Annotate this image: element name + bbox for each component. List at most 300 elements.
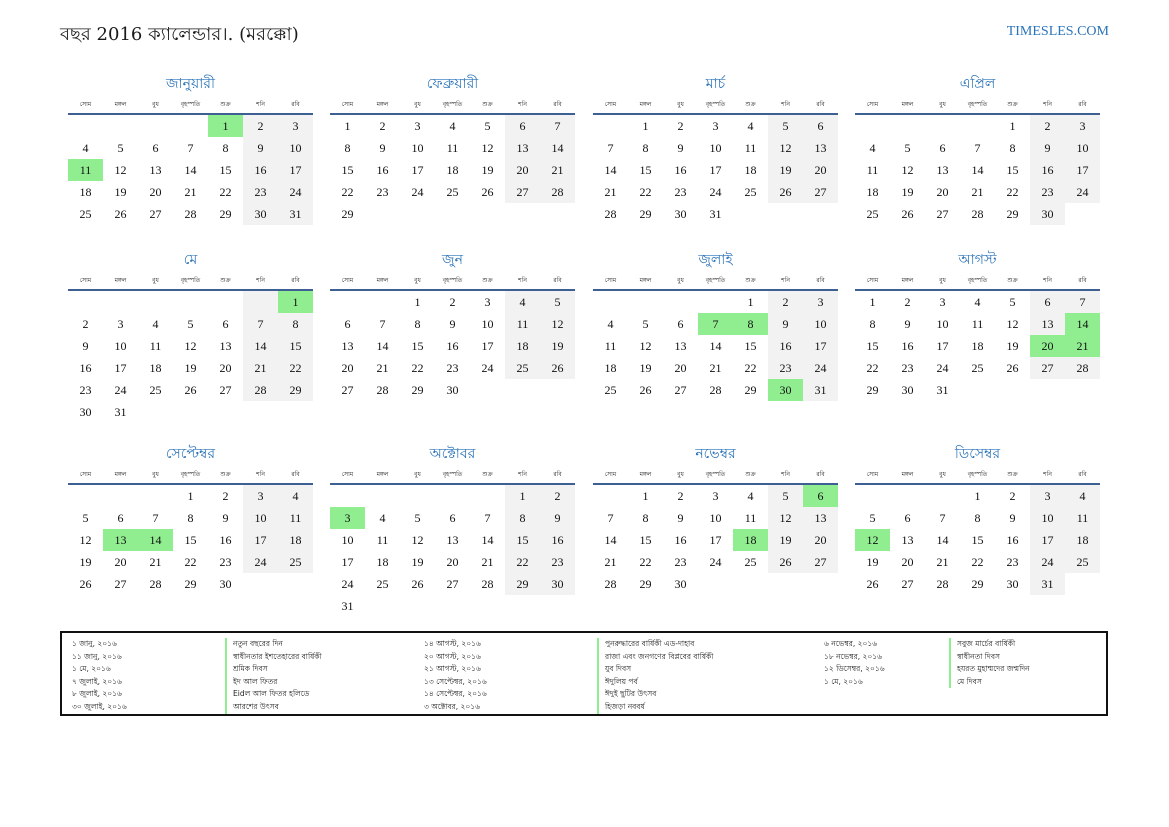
day-cell: 12 <box>639 339 652 353</box>
day-cell: 22 <box>278 357 313 379</box>
day-cell: 8 <box>642 141 649 155</box>
day-cell: 29 <box>639 577 652 591</box>
day-cell: 18 <box>733 529 768 551</box>
weekday-label: বুধ <box>677 101 684 108</box>
week-row <box>68 529 313 551</box>
empty-cell <box>733 573 768 595</box>
day-cell: 26 <box>114 207 127 221</box>
day-cell: 11 <box>744 141 757 155</box>
day-cell: 30 <box>243 203 278 225</box>
weekday-label: বুধ <box>677 471 684 478</box>
weekday-header <box>68 274 313 288</box>
day-cell: 27 <box>1030 357 1065 379</box>
day-cell: 16 <box>376 163 389 177</box>
empty-cell <box>663 291 698 313</box>
day-cell: 24 <box>114 383 127 397</box>
weekday-label: সোম <box>866 277 879 284</box>
day-cell: 6 <box>344 317 351 331</box>
day-cell: 10 <box>1065 137 1100 159</box>
day-cell: 14 <box>604 163 617 177</box>
day-cell: 12 <box>114 163 127 177</box>
week-row <box>593 357 838 379</box>
weekday-header <box>855 468 1100 482</box>
week-row <box>855 551 1100 573</box>
day-cell: 5 <box>484 119 491 133</box>
day-cell: 9 <box>243 137 278 159</box>
week-row <box>330 335 575 357</box>
day-cell: 17 <box>936 339 949 353</box>
day-cell: 10 <box>278 137 313 159</box>
day-cell: 25 <box>278 551 313 573</box>
day-cell: 4 <box>278 485 313 507</box>
weekday-header <box>68 98 313 112</box>
day-cell: 4 <box>607 317 614 331</box>
day-cell: 4 <box>1065 485 1100 507</box>
day-cell: 15 <box>866 339 879 353</box>
day-cell: 13 <box>901 533 914 547</box>
legend-holiday-name: সবুজ মার্চের বার্ষিকী <box>949 638 1030 651</box>
day-cell: 20 <box>803 529 838 551</box>
day-cell: 31 <box>803 379 838 401</box>
day-cell: 19 <box>866 555 879 569</box>
legend-date: ৬ নভেম্বর, ২০১৬ <box>824 639 878 648</box>
weekday-label: শুক্র <box>220 471 231 478</box>
day-cell: 9 <box>904 317 911 331</box>
day-cell: 8 <box>642 511 649 525</box>
weekday-label: রবি <box>1078 101 1087 108</box>
day-cell: 14 <box>138 529 173 551</box>
day-cell: 12 <box>79 533 92 547</box>
empty-cell <box>855 485 890 507</box>
day-cell: 13 <box>936 163 949 177</box>
day-cell: 18 <box>971 339 984 353</box>
empty-cell <box>365 203 400 225</box>
empty-cell <box>208 401 243 423</box>
day-cell: 14 <box>604 533 617 547</box>
day-cell: 22 <box>866 361 879 375</box>
day-cell: 15 <box>1006 163 1019 177</box>
day-cell: 25 <box>604 383 617 397</box>
day-cell: 21 <box>243 357 278 379</box>
empty-cell <box>505 379 540 401</box>
day-cell: 22 <box>341 185 354 199</box>
day-cell: 12 <box>855 529 890 551</box>
empty-cell <box>138 401 173 423</box>
day-cell: 1 <box>1009 119 1016 133</box>
day-cell: 11 <box>446 141 459 155</box>
weekday-label: বুধ <box>677 277 684 284</box>
day-cell: 22 <box>744 361 757 375</box>
day-cell: 10 <box>1030 507 1065 529</box>
day-cell: 25 <box>376 577 389 591</box>
day-cell: 6 <box>449 511 456 525</box>
day-cell: 18 <box>446 163 459 177</box>
week-row <box>330 181 575 203</box>
day-cell: 19 <box>481 163 494 177</box>
weekday-header <box>855 274 1100 288</box>
week-row <box>593 573 838 595</box>
month-block <box>593 250 838 401</box>
day-cell: 19 <box>768 159 803 181</box>
empty-cell <box>960 379 995 401</box>
day-cell: 3 <box>803 291 838 313</box>
day-cell: 13 <box>505 137 540 159</box>
day-cell: 2 <box>768 291 803 313</box>
day-cell: 24 <box>341 577 354 591</box>
day-cell: 9 <box>82 339 89 353</box>
day-cell: 3 <box>278 115 313 137</box>
day-cell: 29 <box>184 577 197 591</box>
day-cell: 8 <box>278 313 313 335</box>
day-cell: 11 <box>68 159 103 181</box>
week-row <box>330 529 575 551</box>
month-name: আগস্ট <box>958 252 997 268</box>
day-cell: 22 <box>411 361 424 375</box>
day-cell: 20 <box>803 159 838 181</box>
day-cell: 11 <box>744 511 757 525</box>
day-cell: 22 <box>1006 185 1019 199</box>
day-cell: 13 <box>219 339 232 353</box>
weekday-label: বৃহস্পতি <box>967 277 988 284</box>
day-cell: 13 <box>803 137 838 159</box>
legend-date: ১৩ সেপ্টেম্বর, ২০১৬ <box>424 676 487 686</box>
day-cell: 10 <box>481 317 494 331</box>
day-cell: 5 <box>642 317 649 331</box>
legend-holiday-name: পুনরুদ্ধারের বার্ষিকী এড-দাহাব <box>597 638 713 651</box>
weekday-label: শনি <box>518 277 527 284</box>
day-cell: 18 <box>376 555 389 569</box>
weekday-label: শুক্র <box>482 101 493 108</box>
day-cell: 2 <box>449 295 456 309</box>
empty-cell <box>173 115 208 137</box>
legend-date: ১৮ নভেম্বর, ২০১৬ <box>824 651 883 661</box>
empty-cell <box>278 573 313 595</box>
day-cell: 27 <box>936 207 949 221</box>
day-cell: 10 <box>243 507 278 529</box>
legend-holiday-name: আরশের উৎসব <box>225 701 322 714</box>
weekday-label: সোম <box>79 101 92 108</box>
day-cell: 14 <box>971 163 984 177</box>
day-cell: 6 <box>803 485 838 507</box>
day-cell: 23 <box>540 551 575 573</box>
day-cell: 25 <box>971 361 984 375</box>
weekday-label: বৃহস্পতি <box>442 277 463 284</box>
empty-cell <box>138 485 173 507</box>
weekday-label: শনি <box>518 471 527 478</box>
week-row <box>593 529 838 551</box>
day-cell: 26 <box>540 357 575 379</box>
weekday-label: রবি <box>291 471 300 478</box>
day-cell: 13 <box>803 507 838 529</box>
day-cell: 1 <box>278 291 313 313</box>
day-cell: 9 <box>379 141 386 155</box>
day-cell: 27 <box>505 181 540 203</box>
weekday-label: বৃহস্পতি <box>967 471 988 478</box>
day-cell: 2 <box>677 489 684 503</box>
week-row <box>68 335 313 357</box>
legend-holiday-name: ইদ আল ফিতর <box>225 676 322 689</box>
weekday-label: রবি <box>553 277 562 284</box>
legend-date: ২০ আগস্ট, ২০১৬ <box>424 651 481 661</box>
week-row <box>855 379 1100 401</box>
day-cell: 4 <box>505 291 540 313</box>
empty-cell <box>330 291 365 313</box>
week-row <box>330 291 575 313</box>
empty-cell <box>103 291 138 313</box>
day-cell: 9 <box>677 141 684 155</box>
month-name: মে <box>183 252 198 268</box>
day-cell: 18 <box>604 361 617 375</box>
day-cell: 29 <box>639 207 652 221</box>
week-row <box>855 203 1100 225</box>
day-cell: 22 <box>639 555 652 569</box>
weekday-label: শনি <box>781 471 790 478</box>
day-cell: 15 <box>184 533 197 547</box>
day-cell: 17 <box>709 533 722 547</box>
day-cell: 19 <box>540 335 575 357</box>
legend-date: ১৪ আগস্ট, ২০১৬ <box>424 639 481 648</box>
week-row <box>593 551 838 573</box>
month-block <box>330 74 575 225</box>
day-cell: 27 <box>149 207 162 221</box>
weekday-label: শুক্র <box>1007 277 1018 284</box>
day-cell: 9 <box>1009 511 1016 525</box>
weekday-label: শনি <box>781 101 790 108</box>
day-cell: 19 <box>1006 339 1019 353</box>
day-cell: 13 <box>674 339 687 353</box>
week-row <box>855 291 1100 313</box>
week-row <box>330 551 575 573</box>
weekday-label: বুধ <box>414 101 421 108</box>
day-cell: 24 <box>1030 551 1065 573</box>
day-cell: 3 <box>712 119 719 133</box>
empty-cell <box>628 291 663 313</box>
day-cell: 8 <box>222 141 229 155</box>
month-block <box>593 444 838 595</box>
day-cell: 12 <box>481 141 494 155</box>
day-cell: 22 <box>971 555 984 569</box>
day-cell: 21 <box>1065 335 1100 357</box>
day-cell: 1 <box>187 489 194 503</box>
day-cell: 24 <box>936 361 949 375</box>
legend-holiday-name: যুব দিবস <box>597 663 713 676</box>
month-block <box>330 444 575 617</box>
legend-date: ১ জানু, ২০১৬ <box>72 639 117 648</box>
day-cell: 27 <box>803 551 838 573</box>
day-cell: 4 <box>449 119 456 133</box>
day-cell: 26 <box>639 383 652 397</box>
day-cell: 4 <box>974 295 981 309</box>
day-cell: 23 <box>446 361 459 375</box>
week-row <box>330 159 575 181</box>
weekday-label: সোম <box>866 471 879 478</box>
weekday-label: সোম <box>79 471 92 478</box>
empty-cell <box>68 291 103 313</box>
day-cell: 28 <box>604 207 617 221</box>
day-cell: 12 <box>184 339 197 353</box>
week-row <box>593 137 838 159</box>
day-cell: 17 <box>278 159 313 181</box>
site-link[interactable]: TIMESLES.COM <box>1006 24 1109 39</box>
weekday-label: সোম <box>79 277 92 284</box>
day-cell: 24 <box>411 185 424 199</box>
weekday-label: শুক্র <box>482 471 493 478</box>
day-cell: 17 <box>709 163 722 177</box>
day-cell: 26 <box>866 577 879 591</box>
day-cell: 14 <box>481 533 494 547</box>
day-cell: 23 <box>1030 181 1065 203</box>
week-row <box>593 115 838 137</box>
legend-dates-1 <box>72 638 127 714</box>
weekday-label: বুধ <box>939 471 946 478</box>
empty-cell <box>243 573 278 595</box>
day-cell: 14 <box>709 339 722 353</box>
weekday-label: রবি <box>1078 471 1087 478</box>
weekday-label: বুধ <box>939 277 946 284</box>
weekday-header <box>855 98 1100 112</box>
day-cell: 1 <box>974 489 981 503</box>
day-cell: 29 <box>341 207 354 221</box>
day-cell: 11 <box>149 339 162 353</box>
legend-holiday-name: ঈদুই ছুটির উৎসব <box>597 688 713 701</box>
week-row <box>855 507 1100 529</box>
day-cell: 16 <box>79 361 92 375</box>
week-row <box>855 115 1100 137</box>
day-cell: 18 <box>79 185 92 199</box>
day-cell: 6 <box>803 115 838 137</box>
week-row <box>68 203 313 225</box>
day-cell: 31 <box>114 405 127 419</box>
day-cell: 10 <box>709 141 722 155</box>
day-cell: 7 <box>152 511 159 525</box>
day-cell: 7 <box>939 511 946 525</box>
weekday-label: শনি <box>781 277 790 284</box>
day-cell: 6 <box>222 317 229 331</box>
month-name: জুন <box>442 252 463 268</box>
empty-cell <box>890 485 925 507</box>
empty-cell <box>173 401 208 423</box>
day-cell: 13 <box>446 533 459 547</box>
day-cell: 12 <box>901 163 914 177</box>
week-row <box>68 181 313 203</box>
day-cell: 30 <box>219 577 232 591</box>
week-row <box>68 313 313 335</box>
weekday-label: শুক্র <box>220 101 231 108</box>
day-cell: 25 <box>744 185 757 199</box>
day-cell: 2 <box>379 119 386 133</box>
week-row <box>68 159 313 181</box>
week-row <box>855 137 1100 159</box>
day-cell: 17 <box>114 361 127 375</box>
week-row <box>68 379 313 401</box>
day-cell: 20 <box>674 361 687 375</box>
week-row <box>593 291 838 313</box>
day-cell: 2 <box>82 317 89 331</box>
day-cell: 12 <box>768 507 803 529</box>
day-cell: 25 <box>505 357 540 379</box>
empty-cell <box>1030 379 1065 401</box>
day-cell: 17 <box>243 529 278 551</box>
weekday-label: মঙ্গল <box>376 101 389 108</box>
day-cell: 16 <box>901 339 914 353</box>
day-cell: 2 <box>904 295 911 309</box>
day-cell: 20 <box>341 361 354 375</box>
day-cell: 25 <box>866 207 879 221</box>
month-name: জুলাই <box>698 252 733 268</box>
day-cell: 8 <box>344 141 351 155</box>
month-name: এপ্রিল <box>959 76 996 92</box>
day-cell: 21 <box>149 555 162 569</box>
legend-holiday-name: স্বাধীনতা দিবস <box>949 651 1030 664</box>
weekday-label: রবি <box>291 277 300 284</box>
day-cell: 12 <box>411 533 424 547</box>
week-row <box>855 357 1100 379</box>
legend-date: ২১ আগস্ট, ২০১৬ <box>424 664 481 674</box>
empty-cell <box>733 203 768 225</box>
day-cell: 4 <box>379 511 386 525</box>
week-row <box>330 115 575 137</box>
empty-cell <box>103 485 138 507</box>
day-cell: 29 <box>866 383 879 397</box>
day-cell: 3 <box>117 317 124 331</box>
week-row <box>330 357 575 379</box>
month-name: সেপ্টেম্বর <box>165 446 216 462</box>
empty-cell <box>400 203 435 225</box>
month-name: ফেব্রুয়ারী <box>426 76 479 92</box>
empty-cell <box>400 485 435 507</box>
day-cell: 20 <box>1030 335 1065 357</box>
week-row <box>330 203 575 225</box>
day-cell: 27 <box>219 383 232 397</box>
day-cell: 13 <box>149 163 162 177</box>
day-cell: 5 <box>187 317 194 331</box>
day-cell: 23 <box>901 361 914 375</box>
empty-cell <box>365 291 400 313</box>
day-cell: 8 <box>733 313 768 335</box>
day-cell: 31 <box>936 383 949 397</box>
weekday-label: মঙ্গল <box>639 471 652 478</box>
empty-cell <box>803 573 838 595</box>
week-row <box>330 507 575 529</box>
day-cell: 3 <box>712 489 719 503</box>
legend-names-2 <box>597 638 713 714</box>
day-cell: 28 <box>971 207 984 221</box>
day-cell: 6 <box>677 317 684 331</box>
day-cell: 19 <box>411 555 424 569</box>
day-cell: 16 <box>1030 159 1065 181</box>
day-cell: 31 <box>278 203 313 225</box>
day-cell: 19 <box>768 529 803 551</box>
day-cell: 3 <box>243 485 278 507</box>
legend-date: ১৪ সেপ্টেম্বর, ২০১৬ <box>424 689 487 699</box>
week-row <box>855 181 1100 203</box>
day-cell: 19 <box>639 361 652 375</box>
empty-cell <box>365 595 400 617</box>
week-row <box>593 181 838 203</box>
week-row <box>68 573 313 595</box>
day-cell: 28 <box>481 577 494 591</box>
weekday-label: মঙ্গল <box>639 277 652 284</box>
day-cell: 20 <box>505 159 540 181</box>
day-cell: 5 <box>540 291 575 313</box>
empty-cell <box>103 115 138 137</box>
day-cell: 3 <box>1065 115 1100 137</box>
day-cell: 5 <box>414 511 421 525</box>
empty-cell <box>365 485 400 507</box>
day-cell: 5 <box>904 141 911 155</box>
week-row <box>68 485 313 507</box>
day-cell: 6 <box>904 511 911 525</box>
